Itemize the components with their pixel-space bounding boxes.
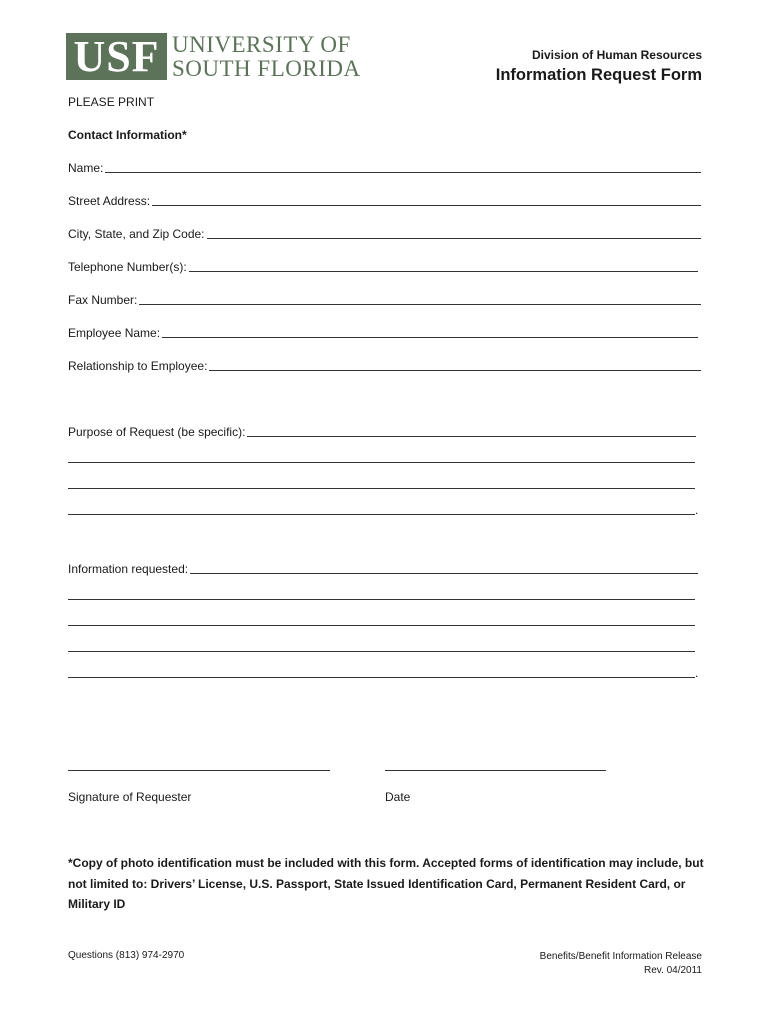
fax-number-label: Fax Number: <box>68 293 138 307</box>
telephone-line[interactable] <box>189 271 698 272</box>
purpose-field[interactable] <box>68 423 696 439</box>
telephone-label: Telephone Number(s): <box>68 260 187 274</box>
street-address-line[interactable] <box>152 205 701 206</box>
division-name: Division of Human Resources <box>531 48 702 62</box>
usf-logo <box>66 32 361 81</box>
please-print-instruction: PLEASE PRINT <box>68 95 155 109</box>
purpose-end-mark: . <box>695 503 699 517</box>
purpose-line-2[interactable] <box>68 462 695 463</box>
street-address-label: Street Address: <box>68 194 151 208</box>
photo-id-note: *Copy of photo identification must be included with this form. Accepted forms of identification may include, but not limited to: Drivers’ License, U.S. Passport, State Issued Identification Card, Permanent Resident Card, or Military ID <box>68 856 704 911</box>
form-category: Benefits/Benefit Information Release <box>539 951 702 962</box>
telephone-field[interactable] <box>68 258 698 274</box>
fax-number-field[interactable] <box>68 291 701 307</box>
purpose-line[interactable] <box>247 436 696 437</box>
signature-label: Signature of Requester <box>68 790 192 804</box>
information-requested-field[interactable] <box>68 560 698 576</box>
purpose-line-3[interactable] <box>68 488 695 489</box>
relationship-field[interactable] <box>68 357 701 373</box>
information-line-3[interactable] <box>68 625 695 626</box>
signature-line[interactable] <box>68 770 330 771</box>
relationship-line[interactable] <box>209 370 701 371</box>
city-state-zip-line[interactable] <box>207 238 701 239</box>
employee-name-label: Employee Name: <box>68 326 161 340</box>
contact-information-heading: Contact Information* <box>68 128 187 142</box>
questions-phone: Questions (813) 974-2970 <box>68 950 185 961</box>
city-state-zip-field[interactable] <box>68 225 701 241</box>
date-label: Date <box>385 790 411 804</box>
street-address-field[interactable] <box>68 192 701 208</box>
information-requested-label: Information requested: <box>68 562 189 576</box>
information-line-4[interactable] <box>68 651 695 652</box>
usf-logo-mark: USF <box>66 33 167 80</box>
employee-name-line[interactable] <box>162 337 698 338</box>
name-field[interactable] <box>68 159 701 175</box>
city-state-zip-label: City, State, and Zip Code: <box>68 227 205 241</box>
relationship-label: Relationship to Employee: <box>68 359 208 373</box>
purpose-line-4[interactable] <box>68 514 695 515</box>
form-revision: Rev. 04/2011 <box>643 965 702 976</box>
form-footer-info <box>540 950 702 978</box>
information-line-2[interactable] <box>68 599 695 600</box>
name-label: Name: <box>68 161 104 175</box>
employee-name-field[interactable] <box>68 324 698 340</box>
information-line-5[interactable] <box>68 677 695 678</box>
logo-line-south-florida: SOUTH FLORIDA <box>172 56 361 81</box>
information-end-mark: . <box>695 666 699 680</box>
form-title: Information Request Form <box>495 66 702 84</box>
name-line[interactable] <box>105 172 701 173</box>
fax-number-line[interactable] <box>139 304 701 305</box>
logo-line-university: UNIVERSITY OF <box>172 32 351 57</box>
information-requested-line[interactable] <box>190 573 698 574</box>
purpose-label: Purpose of Request (be specific): <box>68 425 246 439</box>
date-line[interactable] <box>385 770 606 771</box>
